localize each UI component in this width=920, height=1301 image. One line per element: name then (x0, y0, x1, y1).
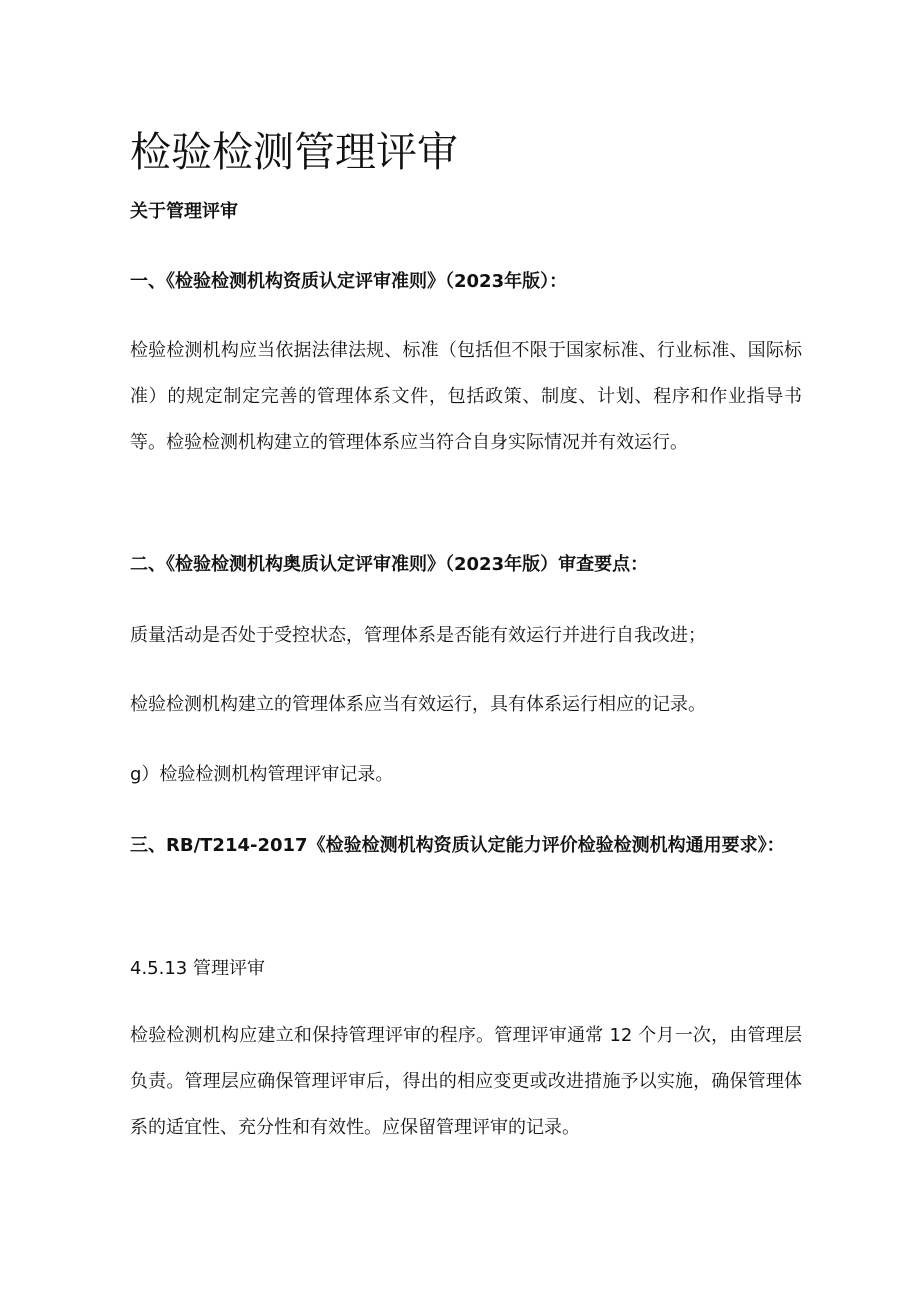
section-2-line-1: 质量活动是否处于受控状态，管理体系是否能有效运行并进行自我改进； (130, 625, 706, 646)
document-title: 检验检测管理评审 (130, 128, 458, 176)
section-1-paragraph: 检验检测机构应当依据法律法规、标准（包括但不限于国家标准、行业标准、国际标准）的规定制定完善的管理体系文件，包括政策、制度、计划、程序和作业指导书等。检验检测机构建立的管理体系应当符合自身实际情况并有效运行。 (130, 340, 802, 453)
section-1-heading: 一、《检验检测机构资质认定评审准则》（2023年版）： (130, 271, 568, 292)
section-2-line-2: 检验检测机构建立的管理体系应当有效运行，具有体系运行相应的记录。 (130, 694, 706, 715)
section-3-clause: 4.5.13 管理评审 (130, 958, 265, 979)
section-3-heading: 三、RB/T214-2017《检验检测机构资质认定能力评价检验检测机构通用要求》： (130, 835, 785, 856)
document-subtitle: 关于管理评审 (130, 201, 238, 222)
section-3-paragraph: 检验检测机构应建立和保持管理评审的程序。管理评审通常 12 个月一次，由管理层负责。管理层应确保管理评审后，得出的相应变更或改进措施予以实施，确保管理体系的适宜性、充分性和有效性。应保留管理评审的记录。 (130, 1025, 802, 1138)
section-2-line-3: g）检验检测机构管理评审记录。 (130, 764, 394, 785)
section-2-heading: 二、《检验检测机构奥质认定评审准则》（2023年版）审查要点： (130, 554, 649, 575)
